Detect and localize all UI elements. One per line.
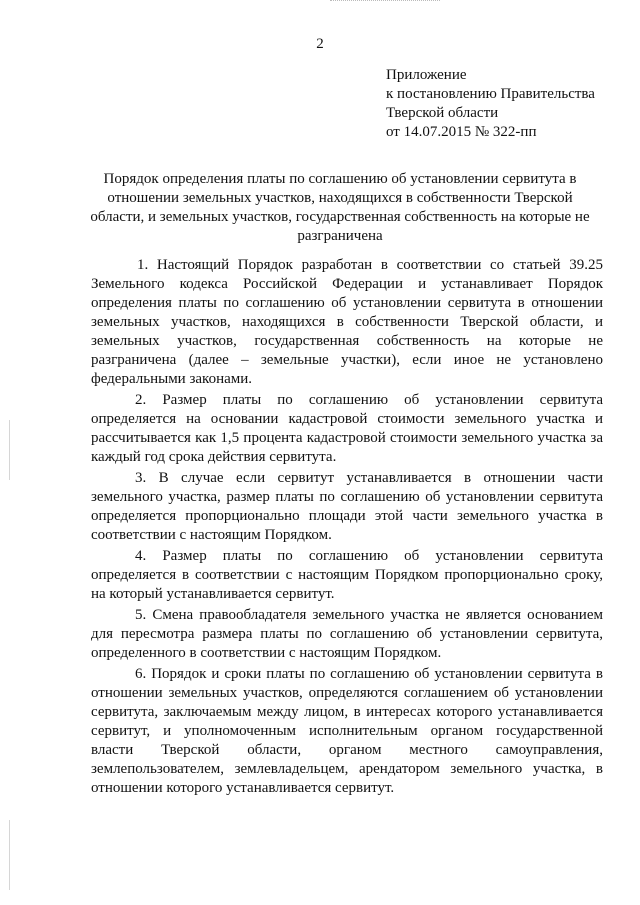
paragraph-5: 5. Смена правообладателя земельного участка не является основанием для пересмотра размера платы по соглашению об установлении сервитута, определенного в соответствии с настоящим Порядком. — [91, 607, 603, 661]
appendix-line: Приложение — [386, 67, 467, 83]
appendix-line: от 14.07.2015 № 322-пп — [386, 124, 537, 140]
appendix-header — [386, 66, 595, 142]
paragraph-2: 2. Размер платы по соглашению об установлении сервитута определяется на основании кадастровой стоимости земельного участка и рассчитывается как 1,5 процента кадастровой стоимости земельного участка за каждый год срока действия сервитута. — [91, 392, 603, 465]
paragraph-6: 6. Порядок и сроки платы по соглашению об установлении сервитута в отношении земельных участков, определяются соглашением об установлении сервитута, заключаемым между лицом, в интересах которого устанавливается сервитут, и уполномоченным исполнительным органом государственной власти Тверской области, органом местного самоуправления, землепользователем, землевладельцем, арендатором земельного участка, в отношении которого устанавливается сервитут. — [91, 666, 603, 796]
document-title: Порядок определения платы по соглашению об установлении сервитута в отношении земельных участков, находящихся в собственности Тверской области, и земельных участков, государственная собственность на которые не разграничена — [90, 171, 590, 244]
paragraph-1: 1. Настоящий Порядок разработан в соответствии со статьей 39.25 Земельного кодекса Российской Федерации и устанавливает Порядок определения платы по соглашению об установлении сервитута в отношении земельных участков, находящихся в собственности Тверской области, и земельных участков, государственная собственность на которые не разграничена (далее – земельные участки), если иное не установлено федеральными законами. — [91, 257, 603, 387]
document-body — [91, 256, 603, 800]
page-number: 2 — [316, 36, 324, 52]
appendix-line: к постановлению Правительства — [386, 86, 595, 102]
scan-edge-mark — [9, 420, 10, 480]
paragraph-4: 4. Размер платы по соглашению об установлении сервитута определяется в соответствии с настоящим Порядком пропорционально сроку, на который устанавливается сервитут. — [91, 548, 603, 602]
appendix-line: Тверской области — [386, 105, 499, 121]
paragraph-3: 3. В случае если сервитут устанавливается в отношении части земельного участка, размер платы по соглашению об установлении сервитута определяется пропорционально площади этой части земельного участка в соответствии с настоящим Порядком. — [91, 470, 603, 543]
scan-artifact — [330, 0, 440, 5]
scan-edge-mark — [9, 820, 10, 890]
